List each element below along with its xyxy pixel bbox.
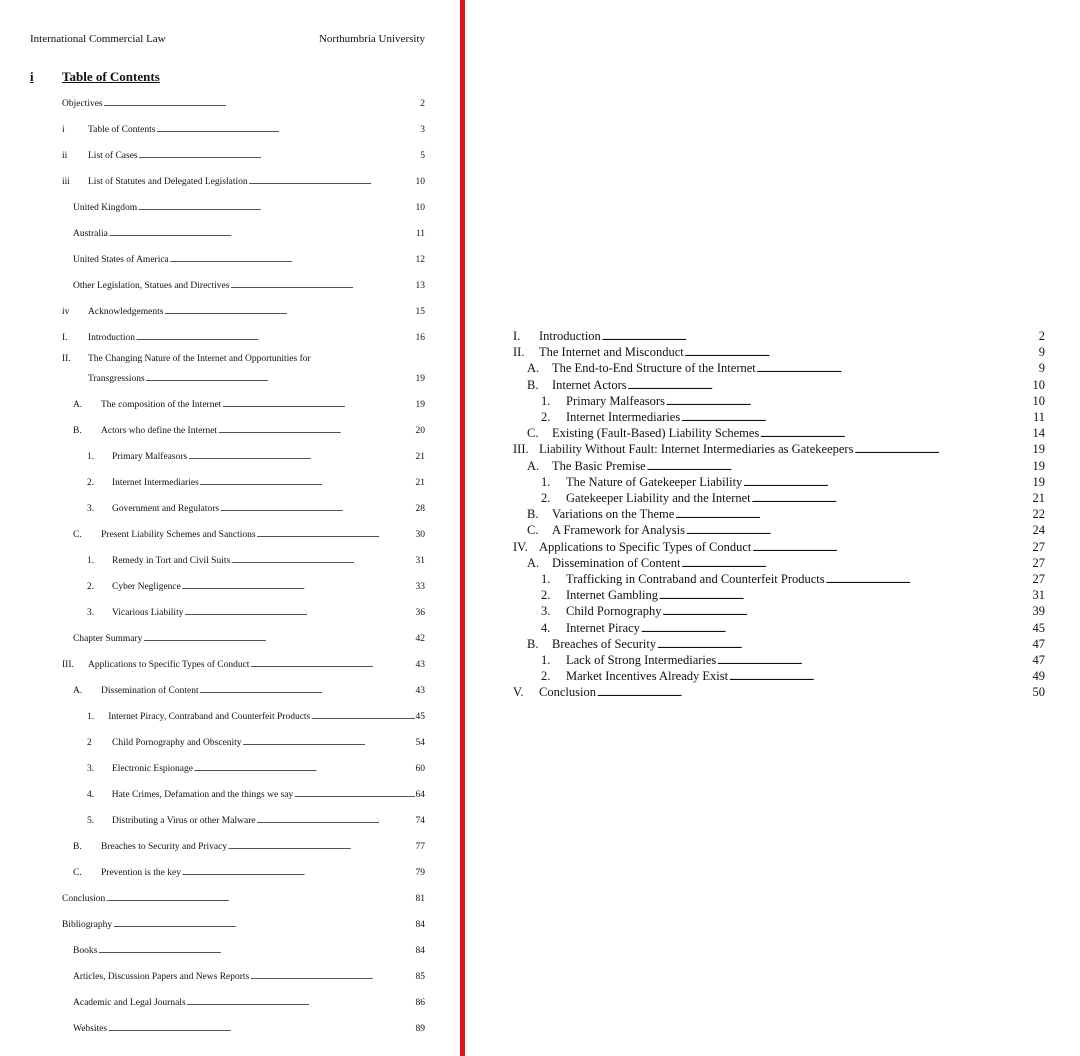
toc-entry-number: 2.	[541, 588, 551, 603]
toc-entry-label: Acknowledgements	[88, 307, 164, 317]
dot-leader	[143, 632, 414, 646]
dot-leader	[752, 491, 1032, 507]
toc-entry[interactable]	[87, 476, 425, 490]
dot-leader	[182, 866, 415, 880]
toc-entry[interactable]	[73, 1022, 425, 1036]
toc-entry-number: III.	[62, 660, 74, 670]
toc-entry-label: Objectives	[62, 99, 103, 109]
toc-entry-number: 2.	[541, 491, 551, 505]
toc-entry[interactable]	[73, 398, 425, 412]
toc-entry-number: i	[62, 125, 65, 135]
toc-entry-page: 79	[415, 868, 425, 878]
toc-entry-page: 9	[1038, 345, 1045, 360]
toc-entry-label: The composition of the Internet	[101, 400, 222, 410]
toc-entry[interactable]	[87, 710, 425, 724]
dot-leader	[685, 345, 1038, 361]
toc-entry-page: 81	[415, 894, 425, 904]
dot-leader	[641, 621, 1032, 637]
toc-entry-label: Dissemination of Content	[552, 555, 681, 570]
toc-entry-page: 50	[1032, 685, 1045, 700]
toc-entry-number: 1.	[541, 653, 551, 667]
toc-entry-label: Primary Malfeasors	[112, 452, 188, 462]
toc-entry-number: C.	[527, 426, 539, 441]
toc-entry-page: 84	[415, 946, 425, 956]
toc-entry[interactable]	[62, 123, 425, 137]
toc-entry-number: B.	[527, 636, 539, 651]
dot-leader	[222, 398, 414, 412]
toc-entry-label: Australia	[73, 229, 108, 239]
toc-entry[interactable]	[513, 540, 1045, 555]
toc-entry-label: Transgressions	[88, 374, 145, 384]
dot-leader	[628, 378, 1032, 394]
dot-leader	[752, 540, 1031, 556]
toc-entry[interactable]	[87, 762, 425, 776]
dot-leader	[294, 788, 414, 802]
toc-entry-page: 31	[1032, 588, 1045, 603]
dot-leader	[717, 653, 1031, 669]
toc-entry-number: C.	[527, 523, 539, 538]
toc-entry-number: 3.	[541, 604, 551, 619]
toc-entry-page: 64	[415, 790, 425, 800]
dot-leader	[139, 149, 420, 163]
toc-entry[interactable]	[541, 669, 1045, 684]
toc-entry-page: 49	[1032, 669, 1045, 684]
toc-entry[interactable]	[513, 345, 1045, 360]
toc-entry-page: 16	[415, 333, 425, 343]
toc-entry-number: 3.	[87, 608, 95, 618]
toc-entry-label: The Nature of Gatekeeper Liability	[566, 474, 743, 489]
toc-entry-number: II.	[513, 345, 525, 360]
toc-entry-page: 9	[1038, 361, 1045, 376]
toc-entry-number: 2.	[87, 478, 95, 488]
toc-entry-page: 43	[415, 686, 425, 696]
toc-entry-label: Remedy in Tort and Civil Suits	[112, 556, 231, 566]
toc-entry-label: Prevention is the key	[101, 868, 181, 878]
toc-entry-label: Books	[73, 946, 98, 956]
toc-entry-label: Government and Regulators	[112, 504, 220, 514]
toc-entry-label: Articles, Discussion Papers and News Reports	[73, 972, 250, 982]
toc-entry[interactable]	[527, 361, 1045, 376]
toc-entry-page: 54	[415, 738, 425, 748]
toc-entry-label: Child Pornography	[566, 604, 662, 619]
toc-entry-page: 15	[415, 307, 425, 317]
toc-entry[interactable]	[87, 606, 425, 620]
toc-entry[interactable]	[527, 637, 1045, 652]
dot-leader	[729, 669, 1031, 685]
dot-leader	[170, 253, 415, 267]
dot-leader	[681, 556, 1031, 572]
toc-entry-page: 20	[415, 426, 425, 436]
toc-entry-label: List of Statutes and Delegated Legislation	[88, 177, 248, 187]
toc-entry-label: Lack of Strong Intermediaries	[566, 653, 717, 667]
dot-leader	[108, 1022, 414, 1036]
toc-entry-page: 43	[415, 660, 425, 670]
toc-entry-label: Internet Intermediaries	[112, 478, 199, 488]
toc-entry-number: A.	[73, 400, 83, 410]
dot-leader	[597, 685, 1032, 701]
dot-leader	[200, 476, 415, 490]
toc-entry-page: 10	[415, 177, 425, 187]
toc-entry-label: Conclusion	[539, 685, 596, 700]
dot-leader	[662, 604, 1031, 620]
toc-entry-page: 10	[1032, 393, 1045, 408]
toc-entry-page: 47	[1032, 636, 1045, 651]
dot-leader	[249, 175, 415, 189]
toc-entry-number: 1.	[541, 393, 551, 408]
toc-entry[interactable]	[62, 352, 425, 366]
toc-entry-page: 24	[1032, 523, 1045, 538]
toc-entry[interactable]	[541, 604, 1045, 619]
toc-heading-title: Table of Contents	[62, 69, 160, 84]
toc-entry[interactable]	[541, 588, 1045, 603]
toc-entry[interactable]	[73, 866, 425, 880]
toc-entry-label: Variations on the Theme	[552, 507, 675, 522]
toc-entry-label: Market Incentives Already Exist	[566, 669, 729, 684]
toc-entry[interactable]	[87, 788, 425, 802]
toc-entry-label: Dissemination of Content	[101, 686, 199, 696]
toc-entry[interactable]	[541, 572, 1045, 587]
dot-leader	[854, 442, 1031, 458]
toc-entry-page: 36	[415, 608, 425, 618]
toc-entry-label: Electronic Espionage	[112, 764, 193, 774]
toc-entry-label: Websites	[73, 1024, 108, 1034]
toc-entry-number: 4.	[541, 620, 551, 635]
toc-entry-label: The Internet and Misconduct	[539, 345, 684, 360]
toc-entry-label: A Framework for Analysis	[552, 523, 685, 538]
toc-entry-page: 14	[1032, 426, 1045, 441]
toc-entry[interactable]	[527, 523, 1045, 538]
dot-leader	[647, 459, 1032, 475]
dot-leader	[681, 410, 1032, 426]
toc-entry-page: 28	[415, 504, 425, 514]
toc-entry-label: Chapter Summary	[73, 634, 143, 644]
toc-entry-label: Gatekeeper Liability and the Internet	[566, 491, 751, 505]
toc-entry-label: Breaches of Security	[552, 636, 657, 651]
toc-entry-number: 1.	[541, 572, 551, 586]
toc-entry-label: United States of America	[73, 255, 169, 265]
dot-leader	[164, 305, 414, 319]
toc-entry-page: 30	[415, 530, 425, 540]
dot-leader	[146, 372, 415, 386]
toc-entry[interactable]	[88, 372, 425, 386]
toc-entry-label: Vicarious Liability	[112, 608, 184, 618]
dot-leader	[257, 814, 415, 828]
toc-entry-page: 31	[415, 556, 425, 566]
toc-entry-page: 27	[1032, 539, 1045, 554]
toc-entry[interactable]	[62, 331, 425, 345]
toc-entry-label: Internet Piracy, Contraband and Counterfeit Products	[108, 712, 311, 722]
dot-leader	[686, 523, 1032, 539]
dot-leader	[228, 840, 414, 854]
dot-leader	[743, 475, 1031, 491]
toc-entry-page: 21	[1032, 491, 1045, 505]
dot-leader	[250, 970, 414, 984]
toc-entry[interactable]	[87, 554, 425, 568]
toc-entry[interactable]	[513, 685, 1045, 700]
toc-entry-number: 2	[87, 738, 92, 748]
toc-entry[interactable]	[513, 442, 1045, 457]
toc-entry[interactable]	[513, 329, 1045, 344]
toc-entry-page: 45	[1032, 620, 1045, 635]
toc-entry-page: 74	[415, 816, 425, 826]
dot-leader	[659, 588, 1032, 604]
toc-entry-page: 27	[1032, 572, 1045, 586]
toc-entry[interactable]	[73, 253, 425, 267]
toc-entry-label: Breaches to Security and Privacy	[101, 842, 228, 852]
toc-entry[interactable]	[62, 305, 425, 319]
toc-entry[interactable]	[62, 175, 425, 189]
toc-entry-number: III.	[513, 442, 529, 457]
dot-leader	[156, 123, 419, 137]
toc-entry-label: Hate Crimes, Defamation and the things we say	[111, 790, 294, 800]
toc-entry-number: 2.	[541, 669, 551, 684]
dot-leader	[675, 507, 1031, 523]
toc-entry-number: 2.	[541, 410, 551, 424]
toc-entry-page: 21	[415, 478, 425, 488]
toc-entry-number: B.	[73, 426, 82, 436]
toc-entry-page: 5	[420, 151, 425, 161]
toc-entry-number: iii	[62, 177, 70, 187]
toc-entry-page: 2	[1038, 329, 1045, 343]
toc-entry-label: Actors who define the Internet	[101, 426, 218, 436]
toc-entry[interactable]	[73, 970, 425, 984]
toc-entry-page: 19	[415, 374, 425, 384]
toc-entry-number: A.	[73, 686, 83, 696]
toc-entry-label: Academic and Legal Journals	[73, 998, 186, 1008]
toc-entry[interactable]	[541, 394, 1045, 409]
toc-entry-label: Conclusion	[62, 894, 106, 904]
dot-leader	[104, 97, 420, 111]
toc-entry-number: B.	[73, 842, 82, 852]
toc-entry[interactable]	[73, 684, 425, 698]
toc-entry-label: Introduction	[88, 333, 135, 343]
dot-leader	[311, 710, 414, 724]
header-course: International Commercial Law	[30, 33, 166, 45]
dot-leader	[106, 892, 414, 906]
toc-entry-page: 19	[1032, 458, 1045, 473]
dot-leader	[826, 572, 1032, 588]
toc-entry-label: List of Cases	[88, 151, 138, 161]
toc-entry-label: The End-to-End Structure of the Internet	[552, 361, 756, 376]
dot-leader	[194, 762, 415, 776]
toc-entry[interactable]	[73, 528, 425, 542]
toc-entry-page: 2	[420, 99, 425, 109]
toc-entry-page: 27	[1032, 555, 1045, 570]
dot-leader	[760, 426, 1031, 442]
toc-entry-label: United Kingdom	[73, 203, 138, 213]
toc-entry-number: 1.	[87, 556, 95, 566]
toc-entry[interactable]	[541, 491, 1045, 506]
toc-entry-label: Child Pornography and Obscenity	[112, 738, 242, 748]
toc-entry[interactable]	[541, 475, 1045, 490]
dot-leader	[257, 528, 415, 542]
toc-entry[interactable]	[73, 424, 425, 438]
toc-entry-number: B.	[527, 507, 539, 522]
toc-entry-label: Trafficking in Contraband and Counterfeit Products	[566, 572, 825, 586]
toc-entry-label: Present Liability Schemes and Sanctions	[101, 530, 256, 540]
toc-entry[interactable]	[62, 149, 425, 163]
toc-entry-page: 89	[415, 1024, 425, 1034]
toc-entry-number: 1.	[87, 452, 95, 462]
toc-entry-page: 33	[415, 582, 425, 592]
toc-entry-page: 10	[415, 203, 425, 213]
toc-entry[interactable]	[73, 944, 425, 958]
toc-entry-number: A.	[527, 458, 540, 473]
toc-entry-number: I.	[62, 333, 68, 343]
dot-leader	[657, 637, 1031, 653]
toc-entry-label: Table of Contents	[88, 125, 156, 135]
toc-entry[interactable]	[527, 426, 1045, 441]
toc-entry[interactable]	[62, 918, 425, 932]
dot-leader	[109, 227, 415, 241]
toc-entry-number: 1.	[541, 474, 551, 489]
dot-leader	[220, 502, 414, 516]
toc-entry[interactable]	[541, 410, 1045, 425]
toc-entry-page: 47	[1032, 653, 1045, 667]
toc-entry-number: C.	[73, 530, 82, 540]
toc-entry-number: 3.	[87, 504, 95, 514]
toc-entry-label: Distributing a Virus or other Malware	[112, 816, 256, 826]
dot-leader	[218, 424, 414, 438]
toc-entry[interactable]	[87, 502, 425, 516]
dot-leader	[188, 450, 414, 464]
right-page	[465, 0, 1080, 1056]
toc-entry-number: IV.	[513, 539, 528, 554]
toc-entry-page: 12	[415, 255, 425, 265]
left-page	[0, 0, 460, 1056]
toc-entry-page: 11	[415, 229, 425, 239]
toc-heading	[30, 69, 160, 85]
toc-entry[interactable]	[73, 279, 425, 293]
toc-entry-number: I.	[513, 329, 521, 343]
toc-entry-number: II.	[62, 354, 71, 364]
toc-entry[interactable]	[527, 459, 1045, 474]
toc-entry-label: Internet Intermediaries	[566, 410, 681, 424]
toc-entry-label: Internet Piracy	[566, 620, 640, 635]
toc-entry[interactable]	[73, 201, 425, 215]
toc-heading-number: i	[30, 69, 34, 84]
dot-leader	[113, 918, 414, 932]
dot-leader	[666, 394, 1032, 410]
toc-entry[interactable]	[73, 996, 425, 1010]
toc-entry-number: 2.	[87, 582, 95, 592]
toc-entry-number: C.	[73, 868, 82, 878]
toc-entry-page: 45	[415, 712, 425, 722]
dot-leader	[602, 329, 1038, 345]
toc-entry-number: B.	[527, 377, 539, 392]
toc-entry[interactable]	[73, 840, 425, 854]
toc-entry[interactable]	[62, 658, 425, 672]
toc-entry[interactable]	[527, 507, 1045, 522]
toc-entry[interactable]	[527, 556, 1045, 571]
toc-entry-label: Cyber Negligence	[112, 582, 181, 592]
toc-entry-number: A.	[527, 361, 540, 376]
toc-entry-label: Introduction	[539, 329, 601, 343]
toc-entry-number: V.	[513, 685, 524, 700]
toc-entry[interactable]	[541, 621, 1045, 636]
toc-entry[interactable]	[527, 378, 1045, 393]
toc-entry[interactable]	[87, 450, 425, 464]
toc-entry[interactable]	[73, 632, 425, 646]
toc-entry[interactable]	[62, 892, 425, 906]
toc-entry-number: 4.	[87, 790, 95, 800]
dot-leader	[98, 944, 414, 958]
toc-entry-label: Applications to Specific Types of Conduct	[88, 660, 250, 670]
toc-entry-page: 3	[420, 125, 425, 135]
dot-leader	[182, 580, 415, 594]
toc-entry-number: iv	[62, 307, 70, 317]
toc-entry-label: Other Legislation, Statues and Directives	[73, 281, 230, 291]
toc-entry-page: 42	[415, 634, 425, 644]
toc-entry-label: Internet Actors	[552, 377, 627, 392]
toc-entry[interactable]	[87, 580, 425, 594]
dot-leader	[200, 684, 415, 698]
toc-entry-label: The Basic Premise	[552, 458, 646, 473]
toc-entry-number: ii	[62, 151, 68, 161]
dot-leader	[184, 606, 414, 620]
toc-entry-label: Primary Malfeasors	[566, 393, 665, 408]
toc-entry-number: A.	[527, 555, 540, 570]
toc-entry-page: 19	[415, 400, 425, 410]
toc-entry[interactable]	[73, 227, 425, 241]
toc-entry-number: 1.	[87, 712, 95, 722]
toc-entry-page: 22	[1032, 507, 1045, 522]
toc-entry-page: 19	[1032, 474, 1045, 489]
toc-entry-page: 39	[1032, 604, 1045, 619]
toc-entry-page: 13	[415, 281, 425, 291]
dot-leader	[231, 554, 414, 568]
toc-entry-page: 84	[415, 920, 425, 930]
toc-entry-page: 11	[1032, 410, 1045, 424]
toc-entry-label: The Changing Nature of the Internet and Opportunities for	[88, 354, 311, 364]
toc-entry[interactable]	[87, 814, 425, 828]
toc-entry-page: 60	[415, 764, 425, 774]
toc-entry-number: 3.	[87, 764, 95, 774]
dot-leader	[250, 658, 414, 672]
header-university: Northumbria University	[318, 33, 425, 45]
toc-entry-label: Existing (Fault-Based) Liability Schemes	[552, 426, 760, 441]
toc-entry-label: Applications to Specific Types of Conduct	[539, 539, 752, 554]
dot-leader	[243, 736, 415, 750]
toc-entry[interactable]	[62, 97, 425, 111]
toc-entry[interactable]	[541, 653, 1045, 668]
toc-entry-page: 86	[415, 998, 425, 1008]
dot-leader	[136, 331, 415, 345]
dot-leader	[230, 279, 414, 293]
toc-entry-label: Internet Gambling	[566, 588, 658, 603]
toc-entry-number: 5.	[87, 816, 95, 826]
toc-entry-label: Liability Without Fault: Internet Intermediaries as Gatekeepers	[539, 442, 854, 457]
toc-entry-page: 77	[415, 842, 425, 852]
toc-entry[interactable]	[87, 736, 425, 750]
toc-entry-page: 10	[1032, 377, 1045, 392]
toc-entry-page: 19	[1032, 442, 1045, 457]
dot-leader	[187, 996, 415, 1010]
toc-entry-page: 85	[415, 972, 425, 982]
toc-entry-label: Bibliography	[62, 920, 113, 930]
toc-entry-page: 21	[415, 452, 425, 462]
dot-leader	[757, 361, 1038, 377]
dot-leader	[138, 201, 414, 215]
